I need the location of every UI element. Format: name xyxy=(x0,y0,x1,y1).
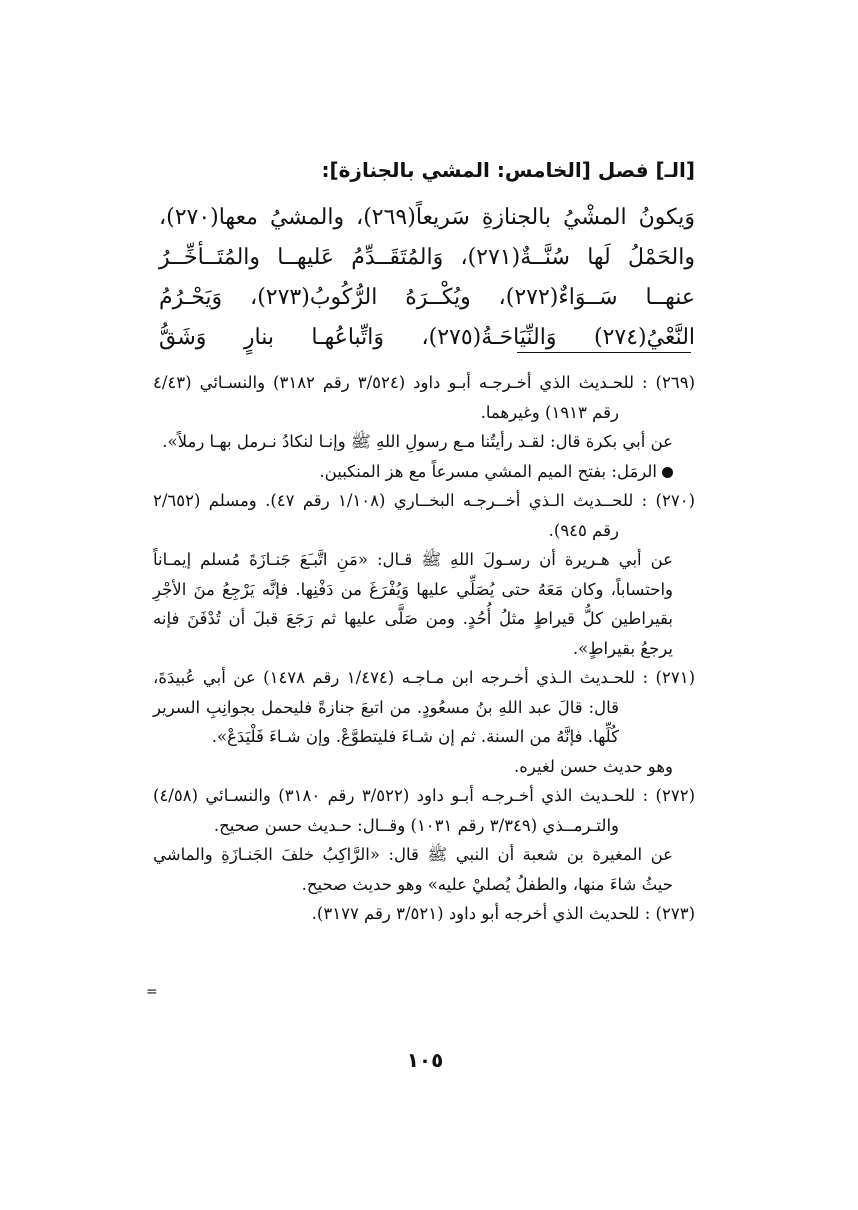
bullet-icon xyxy=(662,467,673,478)
footnote-270: (٢٧٠) : للحــديث الـذي أخــرجـه البخــاري (١/١٠٨ رقم ٤٧). ومسلم (٢/٦٥٢ رقم ٩٤٥). xyxy=(153,491,695,540)
footnote-271: (٢٧١) : للحـديث الـذي أخـرجه ابن مـاجـه (١/٤٧٤ رقم ١٤٧٨) عن أبي عُبيدَةَ، قال: قالَ عبد اللهِ بنُ مسعُودٍ. من اتبعَ جنازةً فليحمل بجوانِبِ السرير كُلِّها. فإنَّهُ من السنة. ثم إن شـاءَ فليتطوَّعْ. وإن شـاءَ فَلْيَدَعْ». xyxy=(153,668,695,746)
footnote-269-note xyxy=(153,457,695,487)
footnote-269-hadith: عن أبي بكرة قال: لقـد رأيتُنا مـع رسولِ اللهِ ﷺ وإنـا لنكادُ نـرمل بهـا رملاً». xyxy=(162,432,673,451)
footnote-separator xyxy=(517,352,691,353)
footnote-269: (٢٦٩) : للحـديث الذي أخـرجـه أبـو داود (٣/٥٢٤ رقم ٣١٨٢) والنسـائي (٤/٤٣ رقم ١٩١٣) وغيرهما. xyxy=(153,373,695,422)
footnote-272: (٢٧٢) : للحـديث الذي أخـرجـه أبـو داود (٣/٥٢٢ رقم ٣١٨٠) والنسـائي (٤/٥٨) والتـرمــذي (٣/٣٤٩ رقم ١٠٣١) وقــال: حـديث حسن صحيح. xyxy=(153,786,696,835)
margin-marker: = xyxy=(146,984,158,1000)
section-heading: [الـ] فصل [الخامس: المشي بالجنازة]: xyxy=(321,158,695,182)
footnote-273: (٢٧٣) : للحديث الذي أخرجه أبو داود (٣/٥٢١ رقم ٣١٧٧). xyxy=(311,904,695,923)
footnotes-block xyxy=(153,368,695,929)
footnote-269-note-text: الرمَل: بفتح الميم المشي مسرعاً مع هز المنكبين. xyxy=(319,461,657,481)
footnote-272-hadith: عن المغيرة بن شعبة أن النبي ﷺ قال: «الرَّاكِبُ خلفَ الجَنـازَةِ والماشي حيثُ شاءَ منها، والطفلُ يُصليْ عليه» وهو حديث صحيح. xyxy=(153,845,673,894)
main-text: وَيكونُ المشْيُ بالجنازةِ سَريعاً(٢٦٩)، والمشيُ معها(٢٧٠)، والحَمْلُ لَها سُنَّــةٌ(٢٧١)، وَالمُتَقَــدِّمُ عَليهــا والمُتَــأخِّــرُ عنهــا سَــوَاءٌ(٢٧٢)، ويُكْــرَهُ الرُّكُوبُ(٢٧٣)، وَيَحْـرُمُ النَّعْيُ(٢٧٤) وَالنِّيَاحَـةُ(٢٧٥)، وَاتِّباعُهـا بنارٍ وَشَقُّ xyxy=(159,205,696,350)
footnote-271-grade: وهو حديث حسن لغيره. xyxy=(513,756,673,776)
footnote-270-hadith: عن أبي هـريرة أن رسـولَ اللهِ ﷺ قـال: «مَنِ اتَّبـَعَ جَنـازَةَ مُسلم إيمـاناً واحتساباً، وكان مَعَهُ حتى يُصَلِّي عليها وَيُفْرَغَ من دَفْنِها. فإنَّه يَرْجِعُ منَ الأجْرِ بقيراطين كلُّ قيراطٍ مثلُ أُحُدٍ. ومن صَلَّى عليها ثم رَجَعَ قبلَ أن تُدْفَنَ فإنه يرجعُ بقيراطٍ». xyxy=(153,550,673,658)
page-number: ١٠٥ xyxy=(406,1048,444,1072)
